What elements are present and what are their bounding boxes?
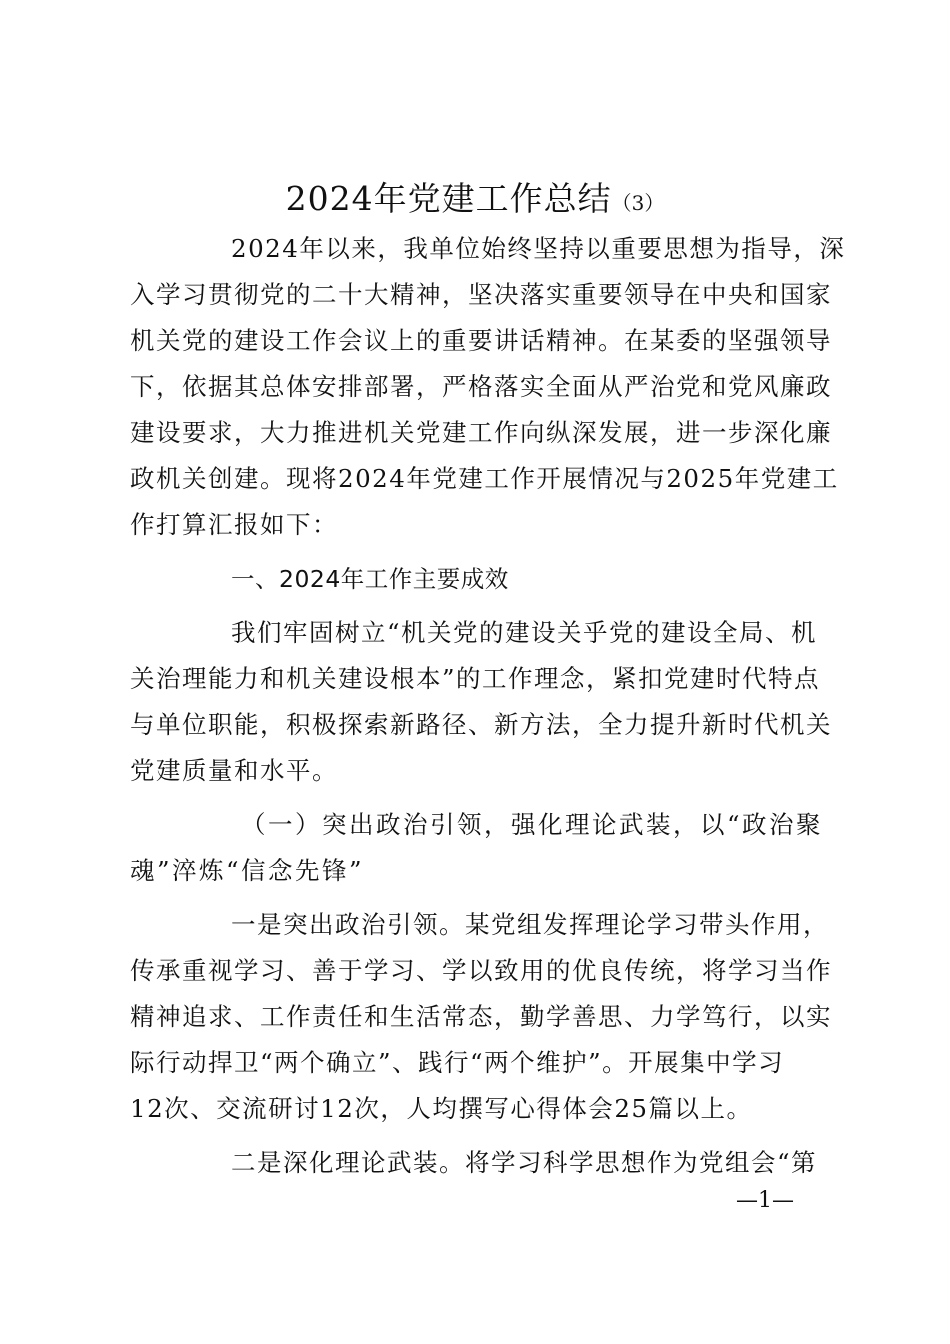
paragraph-line: 2024年以来，我单位始终坚持以重要思想为指导，深 [231, 234, 846, 263]
paragraph-line: 12次、交流研讨12次，人均撰写心得体会25篇以上。 [130, 1094, 753, 1123]
subsection-heading: （一）突出政治引领，强化理论武装，以“政治聚 [241, 810, 824, 839]
document-title [0, 176, 950, 226]
paragraph-line: 二是深化理论武装。将学习科学思想作为党组会“第 [231, 1148, 818, 1177]
paragraph-line: 政机关创建。现将2024年党建工作开展情况与2025年党建工 [130, 464, 839, 493]
subsection-heading-continued: 魂”淬炼“信念先锋” [130, 856, 365, 885]
title-suffix: （3） [611, 191, 665, 215]
title-text: 2024年党建工作总结 [285, 179, 612, 218]
paragraph-line: 精神追求、工作责任和生活常态，勤学善思、力学笃行，以实 [130, 1002, 832, 1031]
paragraph-line: 传承重视学习、善于学习、学以致用的优良传统，将学习当作 [130, 956, 832, 985]
page-number: —1— [736, 1188, 794, 1213]
paragraph-line: 作打算汇报如下： [130, 510, 338, 539]
paragraph-line: 党建质量和水平。 [130, 756, 338, 785]
paragraph-line: 机关党的建设工作会议上的重要讲话精神。在某委的坚强领导 [130, 326, 832, 355]
paragraph-line: 下，依据其总体安排部署，严格落实全面从严治党和党风廉政 [130, 372, 832, 401]
paragraph-line: 我们牢固树立“机关党的建设关乎党的建设全局、机 [231, 618, 818, 647]
paragraph-line: 关治理能力和机关建设根本”的工作理念，紧扣党建时代特点 [130, 664, 821, 693]
document-body [130, 226, 846, 1186]
paragraph-line: 与单位职能，积极探索新路径、新方法，全力提升新时代机关 [130, 710, 832, 739]
section-heading: 一、2024年工作主要成效 [231, 565, 509, 593]
paragraph-line: 际行动捍卫“两个确立”、践行“两个维护”。开展集中学习 [130, 1048, 785, 1077]
paragraph-line: 建设要求，大力推进机关党建工作向纵深发展，进一步深化廉 [130, 418, 832, 447]
paragraph-line: 入学习贯彻党的二十大精神，坚决落实重要领导在中央和国家 [130, 280, 832, 309]
paragraph-line: 一是突出政治引领。某党组发挥理论学习带头作用， [231, 910, 829, 939]
